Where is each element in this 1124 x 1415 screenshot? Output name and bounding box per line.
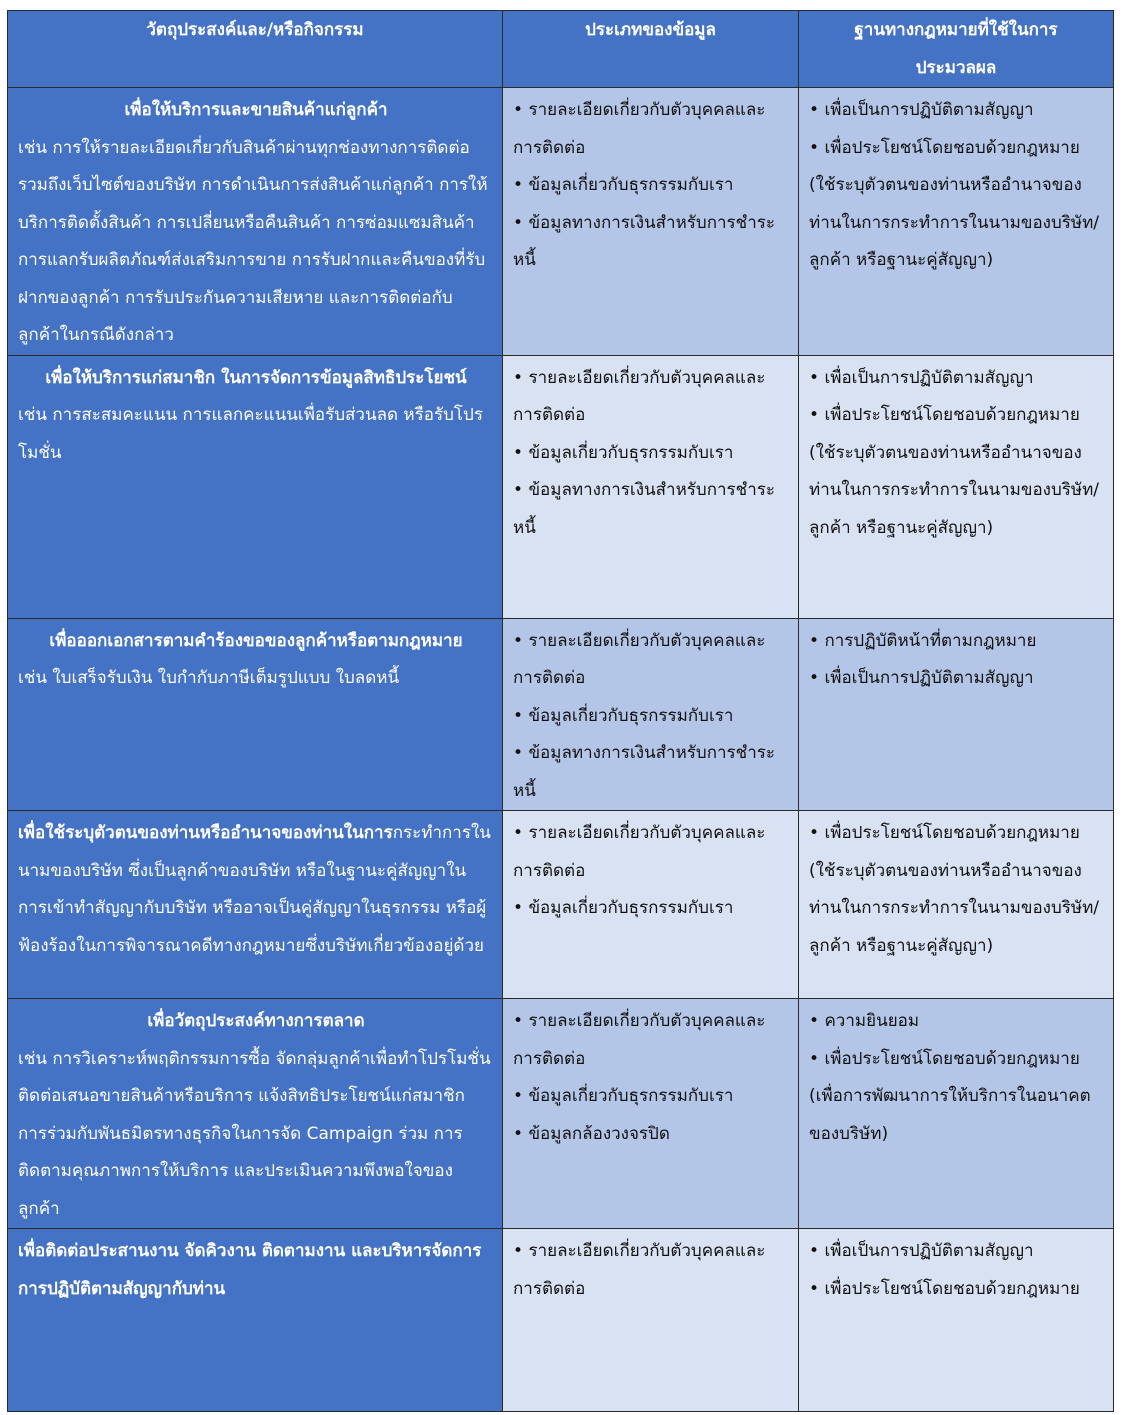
legal-basis-list [809,92,1105,280]
data-type-item: • ข้อมูลทางการเงินสำหรับการชำระหนี้ [513,205,790,280]
legal-basis-cell [799,618,1114,811]
data-type-item: • รายละเอียดเกี่ยวกับตัวบุคคลและการติดต่อ [513,623,790,698]
data-type-list [513,623,790,811]
purpose-cell [8,618,503,811]
data-type-item: • ข้อมูลทางการเงินสำหรับการชำระหนี้ [513,472,790,547]
legal-basis-cell [799,811,1114,999]
header-legal-basis: ฐานทางกฎหมายที่ใช้ในการประมวลผล [799,11,1114,88]
purpose-description: เช่น ใบเสร็จรับเงิน ใบกำกับภาษีเต็มรูปแบบ ใบลดหนี้ [18,668,400,688]
data-type-cell [503,811,799,999]
legal-basis-list [809,1233,1105,1308]
legal-basis-item: • เพื่อประโยชน์โดยชอบด้วยกฎหมาย [809,1271,1105,1309]
legal-basis-list [809,623,1105,698]
legal-basis-item: • เพื่อเป็นการปฏิบัติตามสัญญา [809,660,1105,698]
data-type-cell [503,618,799,811]
data-type-list [513,1233,790,1308]
purpose-description: กระทำการในนามของบริษัท ซึ่งเป็นลูกค้าของบริษัท หรือในฐานะคู่สัญญาในการเข้าทำสัญญากับบริษัท หรืออาจเป็นคู่สัญญาในธุรกรรม หรือผู้ฟ้องร้องในการพิจารณาคดีทางกฎหมายซึ่งบริษัทเกี่ยวข้องอยู่ด้วย [18,823,491,956]
purpose-cell [8,1229,503,1412]
legal-basis-list [809,1003,1105,1153]
table-row [8,999,1114,1229]
table-row [8,811,1114,999]
legal-basis-cell [799,999,1114,1229]
header-data-type: ประเภทของข้อมูล [503,11,799,88]
data-type-cell [503,999,799,1229]
legal-basis-list [809,360,1105,548]
legal-basis-item: • เพื่อเป็นการปฏิบัติตามสัญญา [809,360,1105,398]
data-type-cell [503,88,799,356]
table-row [8,88,1114,356]
purpose-cell [8,355,503,618]
data-type-item: • ข้อมูลกล้องวงจรปิด [513,1116,790,1154]
purpose-description: เช่น การวิเคราะห์พฤติกรรมการซื้อ จัดกลุ่มลูกค้าเพื่อทำโปรโมชั่น ติดต่อเสนอขายสินค้าหรือบริการ แจ้งสิทธิประโยชน์แก่สมาชิก การร่วมกับพันธมิตรทางธุรกิจในการจัด Campaign ร่วม การติดตามคุณภาพการให้บริการ และประเมินความพึงพอใจของลูกค้า [18,1048,491,1219]
table-row [8,355,1114,618]
data-type-item: • ข้อมูลเกี่ยวกับธุรกรรมกับเรา [513,698,790,736]
purpose-cell [8,999,503,1229]
data-type-cell [503,1229,799,1412]
table-row [8,618,1114,811]
purpose-title: เพื่อให้บริการแก่สมาชิก ในการจัดการข้อมูลสิทธิประโยชน์ [45,367,467,388]
legal-basis-item: • เพื่อประโยชน์โดยชอบด้วยกฎหมาย (ใช้ระบุตัวตนของท่านหรืออำนาจของท่านในการกระทำการในนามของบริษัท/ลูกค้า หรือฐานะคู่สัญญา) [809,130,1105,280]
data-type-item: • รายละเอียดเกี่ยวกับตัวบุคคลและการติดต่อ [513,360,790,435]
data-type-list [513,815,790,928]
legal-basis-item: • การปฏิบัติหน้าที่ตามกฎหมาย [809,623,1105,661]
data-type-item: • ข้อมูลเกี่ยวกับธุรกรรมกับเรา [513,435,790,473]
data-type-item: • ข้อมูลเกี่ยวกับธุรกรรมกับเรา [513,890,790,928]
data-type-item: • รายละเอียดเกี่ยวกับตัวบุคคลและการติดต่อ [513,92,790,167]
data-type-item: • ข้อมูลเกี่ยวกับธุรกรรมกับเรา [513,1078,790,1116]
purpose-title: เพื่อวัตถุประสงค์ทางการตลาด [147,1011,365,1031]
purpose-cell [8,88,503,356]
purpose-title: เพื่อใช้ระบุตัวตนของท่านหรืออำนาจของท่านในการ [18,823,393,843]
data-type-item: • รายละเอียดเกี่ยวกับตัวบุคคลและการติดต่อ [513,1233,790,1308]
purpose-description: เช่น การสะสมคะแนน การแลกคะแนนเพื่อรับส่วนลด หรือรับโปรโมชั่น [18,405,483,463]
legal-basis-cell [799,88,1114,356]
legal-basis-item: • เพื่อประโยชน์โดยชอบด้วยกฎหมาย (ใช้ระบุตัวตนของท่านหรืออำนาจของท่านในการกระทำการในนามของบริษัท/ลูกค้า หรือฐานะคู่สัญญา) [809,397,1105,547]
data-type-list [513,1003,790,1153]
legal-basis-cell [799,355,1114,618]
purpose-title: เพื่อออกเอกสารตามคำร้องขอของลูกค้าหรือตามกฎหมาย [49,630,463,651]
legal-basis-item: • ความยินยอม [809,1003,1105,1041]
header-purpose: วัตถุประสงค์และ/หรือกิจกรรม [8,11,503,88]
purpose-title: เพื่อติดต่อประสานงาน จัดคิวงาน ติดตามงาน และบริหารจัดการการปฏิบัติตามสัญญากับท่าน [18,1241,482,1299]
data-type-item: • รายละเอียดเกี่ยวกับตัวบุคคลและการติดต่อ [513,815,790,890]
legal-basis-cell [799,1229,1114,1412]
table-header-row [8,11,1114,88]
data-processing-table [7,10,1114,1412]
data-type-item: • ข้อมูลเกี่ยวกับธุรกรรมกับเรา [513,167,790,205]
data-type-list [513,92,790,280]
data-type-item: • รายละเอียดเกี่ยวกับตัวบุคคลและการติดต่อ [513,1003,790,1078]
purpose-cell [8,811,503,999]
data-type-item: • ข้อมูลทางการเงินสำหรับการชำระหนี้ [513,735,790,810]
legal-basis-item: • เพื่อประโยชน์โดยชอบด้วยกฎหมาย (เพื่อการพัฒนาการให้บริการในอนาคตของบริษัท) [809,1041,1105,1154]
table-row [8,1229,1114,1412]
data-type-cell [503,355,799,618]
legal-basis-item: • เพื่อเป็นการปฏิบัติตามสัญญา [809,92,1105,130]
legal-basis-item: • เพื่อประโยชน์โดยชอบด้วยกฎหมาย (ใช้ระบุตัวตนของท่านหรืออำนาจของท่านในการกระทำการในนามของบริษัท/ลูกค้า หรือฐานะคู่สัญญา) [809,815,1105,965]
legal-basis-item: • เพื่อเป็นการปฏิบัติตามสัญญา [809,1233,1105,1271]
legal-basis-list [809,815,1105,965]
purpose-description: เช่น การให้รายละเอียดเกี่ยวกับสินค้าผ่านทุกช่องทางการติดต่อ รวมถึงเว็บไซต์ของบริษัท การดำเนินการส่งสินค้าแก่ลูกค้า การให้บริการติดตั้งสินค้า การเปลี่ยนหรือคืนสินค้า การซ่อมแซมสินค้า การแลกรับผลิตภัณฑ์ส่งเสริมการขาย การรับฝากและคืนของที่รับฝากของลูกค้า การรับประกันความเสียหาย และการติดต่อกับลูกค้าในกรณีดังกล่าว [18,137,488,345]
purpose-title: เพื่อให้บริการและขายสินค้าแก่ลูกค้า [124,100,388,120]
data-type-list [513,360,790,548]
